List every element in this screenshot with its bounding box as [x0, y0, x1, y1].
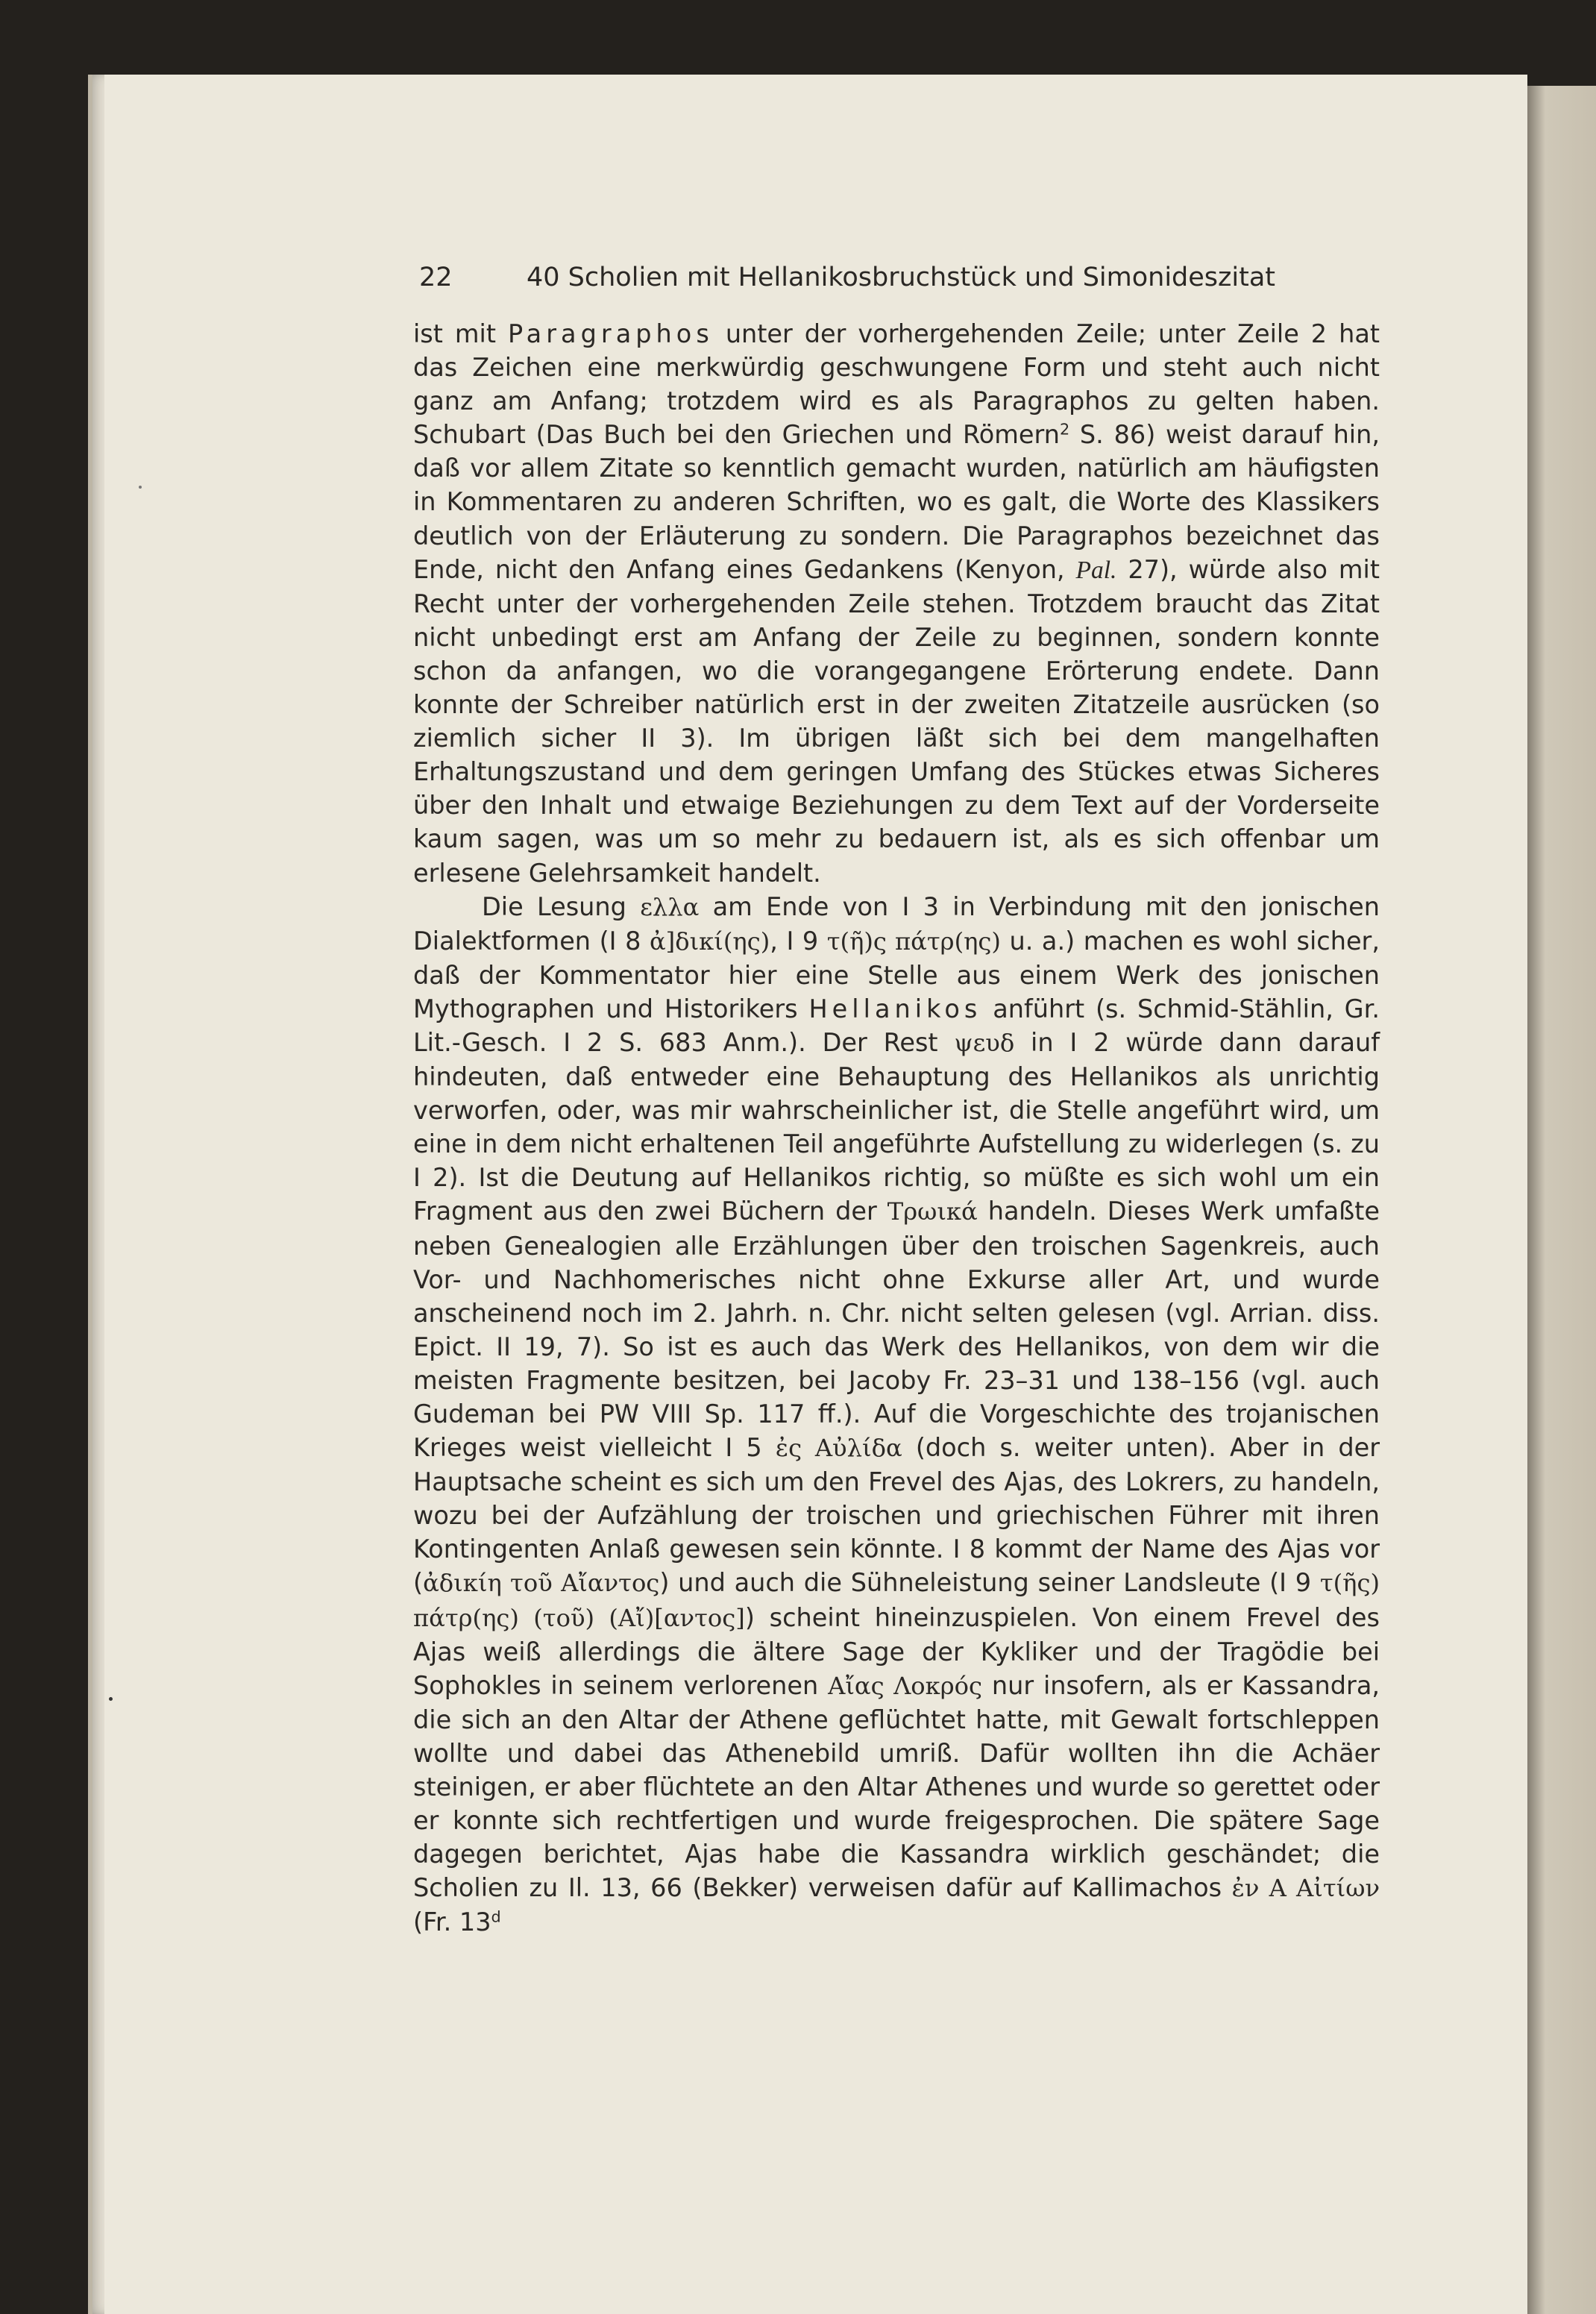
- greek-word: Αἴας Λοκρός: [828, 1671, 983, 1700]
- greek-word: ψευδ: [954, 1028, 1015, 1057]
- italic-citation: Pal.: [1075, 556, 1117, 584]
- superscript-fragment: d: [491, 1907, 501, 1926]
- text-run: anführt (s. Schmid-Stählin, Gr. Lit.-Gesch. I 2 S. 683 Anm.). Der Rest: [413, 994, 1380, 1057]
- page-left-edge: [88, 75, 92, 2314]
- running-header: [419, 257, 1276, 298]
- text-run: (Fr. 13: [413, 1907, 491, 1937]
- greek-word: τ(ῆς) πάτρ(ης) (τοῦ) (Αἴ)[αντος]: [413, 1569, 1380, 1632]
- running-title: 40 Scholien mit Hellanikosbruchstück und Simonideszitat: [527, 263, 1276, 292]
- greek-word: ἀ]δικί(ης): [649, 926, 770, 956]
- text-run: handeln. Dieses Werk umfaßte neben Genealogien alle Erzählungen über den troischen Sagenkreis, auch Vor- und Nachhomerisches nicht ohne Exkurse aller Art, und wurde anscheinend noch im 2. Jahrh. n. Chr. nicht selten gelesen (vgl. Arrian. diss. Epict. II 19, 7). So ist es auch das Werk des Hellanikos, von dem wir die meisten Fragmente besitzen, bei Jacoby Fr. 23–31 und 138–156 (vgl. auch Gudeman bei PW VIII Sp. 117 ff.). Auf die Vorgeschichte des trojanischen Krieges weist vielleicht I 5: [413, 1197, 1380, 1463]
- greek-word: ἀδικίη τοῦ Αἴαντος: [423, 1569, 660, 1598]
- greek-word: τ(ῆ)ς πάτρ(ης): [826, 926, 1001, 956]
- text-run: nur insofern, als er Kassandra, die sich an den Altar der Athene geflüchtet hatte, mit Gewalt fortschleppen wollte und dabei das Athenebild umriß. Dafür wollten ihn die Achäer steinigen, er aber flüchtete an den Altar Athenes und wurde so gerettet oder er konnte sich rechtfertigen und wurde freigesprochen. Die spätere Sage dagegen berichtet, Ajas habe die Kassandra wirklich geschändet; die Scholien zu Il. 13, 66 (Bekker) verweisen dafür auf Kallimachos: [413, 1670, 1380, 1903]
- greek-word: ελλα: [640, 892, 700, 921]
- text-run: (doch s. weiter unten). Aber in der Hauptsache scheint es sich um den Frevel des Ajas, des Lokrers, zu handeln, wozu bei der Aufzählung der troischen und griechischen Führer mit ihren Kontingenten Anlaß gewesen sein könnte. I 8 kommt der Name des Ajas vor (: [413, 1433, 1380, 1598]
- text-run: u. a.) machen es wohl sicher, daß der Kommentator hier eine Stelle aus einem Werk des jonischen Mythographen und Historikers: [413, 926, 1380, 1023]
- paragraph-1: [413, 317, 1380, 890]
- margin-speck: [139, 486, 142, 489]
- greek-word: Τρωικά: [887, 1197, 978, 1226]
- body-text: [413, 317, 1380, 1940]
- margin-speck: [109, 1697, 113, 1701]
- facing-page-edge: [1518, 86, 1596, 2314]
- text-run: , I 9: [770, 926, 827, 956]
- text-run: ) und auch die Sühneleistung seiner Landsleute (I 9: [659, 1568, 1320, 1598]
- spaced-term-paragraphos: Paragraphos: [507, 319, 714, 348]
- text-run: 27), würde also mit Recht unter der vorhergehenden Zeile stehen. Trotzdem braucht das Zitat nicht unbedingt erst am Anfang der Zeile zu beginnen, sondern konnte schon da anfangen, wo die vorangegangene Erörterung endete. Dann konnte der Schreiber natürlich erst in der zweiten Zitatzeile ausrücken (so ziemlich sicher II 3). Im übrigen läßt sich bei dem mangelhaften Erhaltungszustand und dem geringen Umfang des Stückes etwas Sicheres über den Inhalt und etwaige Beziehungen zu dem Text auf der Vorderseite kaum sagen, was um so mehr zu bedauern ist, als es sich offenbar um erlesene Gelehrsamkeit handelt.: [413, 554, 1380, 888]
- page-number: 22: [419, 263, 453, 292]
- text-run: am Ende von I 3 in Verbindung mit den jonischen Dialektformen (I 8: [413, 891, 1380, 956]
- paragraph-2: [413, 890, 1380, 1940]
- greek-word: ἐς Αὐλίδα: [775, 1434, 902, 1463]
- text-run: S. 86) weist darauf hin, daß vor allem Zitate so kenntlich gemacht wurden, natürlich am häufigsten in Kommentaren zu anderen Schriften, wo es galt, die Worte des Klassikers deutlich von der Erläuterung zu sondern. Die Paragraphos bezeichnet das Ende, nicht den Anfang eines Gedankens (Kenyon,: [413, 420, 1380, 584]
- text-run: ) scheint hineinzuspielen. Von einem Frevel des Ajas weiß allerdings die ältere Sage der Kykliker und der Tragödie bei Sophokles in seinem verlorenen: [413, 1602, 1380, 1700]
- text-run: Die Lesung: [482, 891, 641, 921]
- spaced-term-hellanikos: Hellanikos: [808, 994, 982, 1023]
- text-run: unter der vorhergehenden Zeile; unter Zeile 2 hat das Zeichen eine merkwürdig geschwungene Form und steht auch nicht ganz am Anfang; trotzdem wird es als Paragraphos zu gelten haben. Schubart (Das Buch bei den Griechen und Römern: [413, 319, 1380, 450]
- greek-word: ἐν Α Αἰτίων: [1231, 1874, 1380, 1903]
- text-run: ist mit: [413, 319, 508, 348]
- superscript-edition: 2: [1059, 420, 1070, 439]
- text-run: in I 2 würde dann darauf hindeuten, daß entweder eine Behauptung des Hellanikos als unrichtig verworfen, oder, was mir wahrscheinlicher ist, die Stelle angeführt wird, um eine in dem nicht erhaltenen Teil angeführte Aufstellung zu widerlegen (s. zu I 2). Ist die Deutung auf Hellanikos richtig, so müßte es sich wohl um ein Fragment aus den zwei Büchern der: [413, 1027, 1380, 1226]
